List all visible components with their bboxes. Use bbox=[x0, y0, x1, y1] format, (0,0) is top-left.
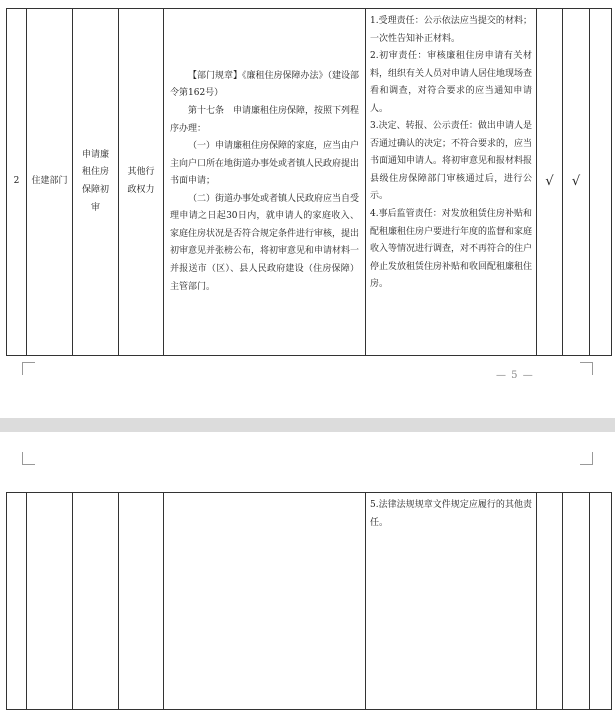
crop-mark bbox=[22, 362, 35, 375]
document-page-2 bbox=[0, 432, 615, 706]
legal-article: 第十七条 申请廉租住房保障，按照下列程序办理： bbox=[170, 106, 360, 134]
legal-clause-2: （二）街道办事处或者镇人民政府应当自受理申请之日起30日内，就申请人的家庭收入、家庭住房状况是否符合规定条件进行审核，提出初审意见并张榜公布，将初审意见和申请材料一并报送市（区）、县人民政府建设（住房保障）主管部门。 bbox=[170, 193, 360, 292]
power-list-table bbox=[6, 8, 612, 356]
power-list-table-continued bbox=[6, 492, 612, 710]
empty-cell bbox=[73, 493, 119, 710]
empty-cell bbox=[590, 493, 612, 710]
empty-cell bbox=[164, 493, 366, 710]
empty-cell bbox=[27, 493, 73, 710]
item-name-cell bbox=[73, 9, 119, 356]
empty-cell bbox=[590, 9, 612, 356]
table-row bbox=[7, 493, 612, 710]
check-mark-2: √ bbox=[563, 9, 590, 356]
check-mark-1: √ bbox=[537, 9, 563, 356]
responsibility-cell bbox=[366, 493, 537, 710]
page-number: — 5 — bbox=[496, 370, 534, 381]
responsibility-cell bbox=[366, 9, 537, 356]
responsibility-1: 1.受理责任：公示依法应当提交的材料；一次性告知补正材料。 bbox=[370, 16, 532, 44]
crop-mark bbox=[580, 452, 593, 465]
responsibility-3: 3.决定、转报、公示责任：做出申请人是否通过确认的决定；不符合要求的，应当书面通知申请人。将初审意见和报材料报县级住房保障部门审核通过后，进行公示。 bbox=[370, 121, 533, 202]
table-row bbox=[7, 9, 612, 356]
category-text: 其他行政权力 bbox=[127, 167, 155, 195]
legal-title: 【部门规章】《廉租住房保障办法》（建设部令第162号） bbox=[170, 70, 360, 99]
crop-mark bbox=[580, 362, 593, 375]
empty-cell bbox=[119, 493, 164, 710]
department-cell: 住建部门 bbox=[27, 9, 73, 356]
empty-cell bbox=[563, 493, 590, 710]
responsibility-5: 5.法律法规规章文件规定应履行的其他责任。 bbox=[370, 500, 532, 528]
row-index: 2 bbox=[7, 9, 27, 356]
legal-clause-1: （一）申请廉租住房保障的家庭，应当由户主向户口所在地街道办事处或者镇人民政府提出书面申请； bbox=[170, 141, 360, 187]
item-name-text: 申请廉租住房保障初审 bbox=[81, 149, 109, 213]
crop-mark bbox=[22, 452, 35, 465]
category-cell bbox=[119, 9, 164, 356]
responsibility-2: 2.初审责任：审核廉租住房申请有关材料，组织有关人员对申请人居住地现场查看和调查，对符合要求的应当通知申请人。 bbox=[370, 51, 533, 114]
empty-cell bbox=[7, 493, 27, 710]
legal-basis-cell bbox=[164, 9, 366, 356]
page-separator bbox=[0, 418, 615, 432]
empty-cell bbox=[537, 493, 563, 710]
responsibility-4: 4.事后监管责任：对发放租赁住房补贴和配租廉租住房户要进行年度的监督和家庭收入等情况进行调查，对不再符合的住户停止发放租赁住房补贴和收回配租廉租住房。 bbox=[370, 209, 533, 290]
